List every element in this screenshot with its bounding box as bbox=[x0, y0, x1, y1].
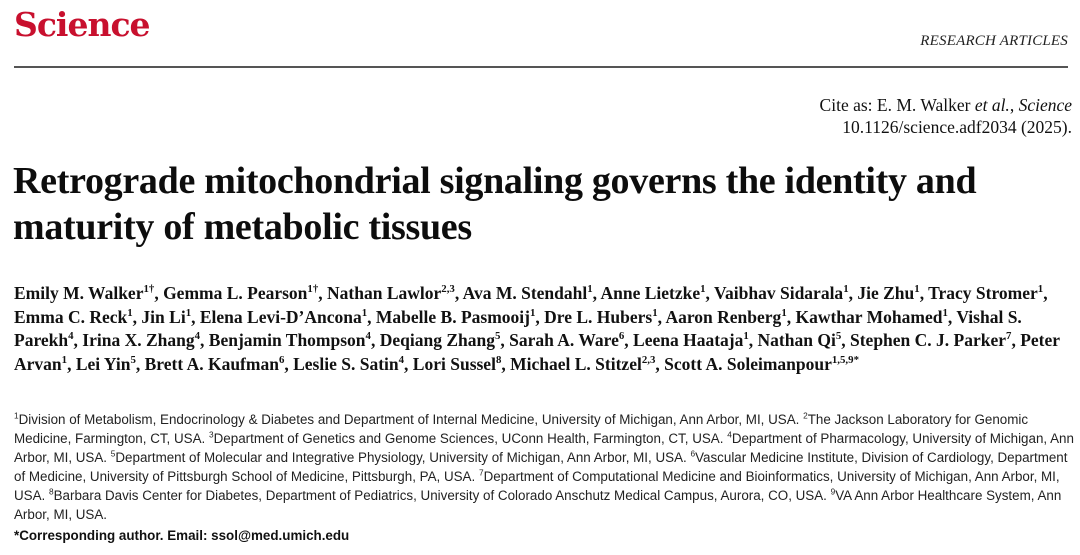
author-name: Lori Sussel bbox=[412, 353, 496, 374]
author[interactable] bbox=[509, 330, 624, 350]
author-affiliation-mark: 4 bbox=[398, 353, 405, 366]
author[interactable] bbox=[664, 354, 859, 374]
author-name: Gemma L. Pearson bbox=[163, 283, 308, 303]
author-affiliation-mark: 1 bbox=[743, 330, 749, 343]
author-affiliation-mark: 1† bbox=[307, 283, 319, 296]
author-affiliation-mark: 1 bbox=[652, 306, 658, 319]
author[interactable] bbox=[928, 283, 1043, 303]
author[interactable] bbox=[376, 307, 536, 327]
affiliation-number: 9 bbox=[830, 486, 836, 497]
author-affiliation-mark: 1 bbox=[843, 283, 849, 296]
affiliation-text: Department of Genetics and Genome Sciences, UConn Health, Farmington, CT, USA. bbox=[213, 431, 724, 446]
author-affiliation-mark: 1 bbox=[61, 353, 68, 366]
affiliation-number: 3 bbox=[209, 429, 214, 440]
author-affiliation-mark: 1 bbox=[587, 283, 593, 296]
author-name: Deqiang Zhang bbox=[379, 330, 495, 350]
author-name: Leslie S. Satin bbox=[293, 353, 399, 374]
citation-block bbox=[820, 94, 1072, 138]
author-affiliation-mark: 8 bbox=[495, 353, 502, 366]
author-name: Benjamin Thompson bbox=[208, 330, 366, 350]
author-name: Vaibhav Sidarala bbox=[713, 283, 844, 303]
author-name: Michael L. Stitzel bbox=[510, 353, 642, 374]
author-affiliation-mark: 4 bbox=[68, 330, 74, 343]
author[interactable] bbox=[633, 330, 749, 350]
affiliation-text: The Jackson Laboratory for Genomic Medicine, Farmington, CT, USA. bbox=[14, 412, 1029, 446]
author-affiliation-mark: 1 bbox=[1037, 283, 1044, 296]
author-affiliation-mark: 5 bbox=[835, 330, 842, 343]
author-name: Anne Lietzke bbox=[600, 283, 701, 303]
author-name: Emily M. Walker bbox=[14, 283, 144, 303]
author-name: Emma C. Reck bbox=[14, 306, 128, 327]
author-name: Irina X. Zhang bbox=[82, 330, 195, 350]
affiliations bbox=[14, 410, 1078, 524]
author-affiliation-mark: 5 bbox=[130, 353, 136, 366]
author[interactable] bbox=[665, 307, 786, 327]
author-affiliation-mark: 1† bbox=[143, 283, 155, 296]
affiliation-text: Department of Computational Medicine and Bioinformatics, University of Michigan, Ann Arbor, MI, USA. bbox=[14, 469, 1060, 503]
affiliation-number: 8 bbox=[49, 486, 54, 497]
author[interactable] bbox=[600, 283, 705, 303]
author-name: Scott A. Soleimanpour bbox=[664, 353, 832, 374]
author[interactable] bbox=[850, 330, 1011, 350]
author-name: Sarah A. Ware bbox=[509, 330, 619, 350]
affiliation-number: 2 bbox=[803, 410, 808, 421]
author[interactable] bbox=[209, 330, 371, 350]
journal-logo[interactable]: Science bbox=[14, 5, 150, 44]
author-affiliation-mark: 4 bbox=[365, 330, 371, 343]
author-affiliation-mark: 1,5,9* bbox=[831, 353, 859, 366]
author-name: Elena Levi-D’Ancona bbox=[199, 306, 362, 327]
citation-doi[interactable]: 10.1126/science.adf2034 (2025). bbox=[842, 117, 1072, 137]
author[interactable] bbox=[795, 307, 947, 327]
affiliation-number: 7 bbox=[478, 467, 484, 478]
author-affiliation-mark: 1 bbox=[781, 306, 787, 319]
author-name: Kawthar Mohamed bbox=[795, 306, 943, 327]
author[interactable] bbox=[163, 283, 318, 303]
corresponding-author[interactable]: *Corresponding author. Email: ssol@med.umich.edu bbox=[14, 528, 350, 543]
author-affiliation-mark: 5 bbox=[494, 330, 501, 343]
affiliation-number: 5 bbox=[110, 448, 116, 459]
author[interactable] bbox=[141, 307, 191, 327]
author[interactable] bbox=[14, 307, 133, 327]
affiliation-number: 1 bbox=[14, 410, 19, 421]
author-name: Jie Zhu bbox=[857, 283, 915, 303]
affiliation-text: Barbara Davis Center for Diabetes, Department of Pediatrics, University of Colorado Anschutz Medical Campus, Aurora, CO, USA. bbox=[53, 488, 827, 503]
author-affiliation-mark: 4 bbox=[194, 330, 201, 343]
author-affiliation-mark: 1 bbox=[700, 283, 706, 296]
citation-journal: Science bbox=[1018, 95, 1072, 115]
author-affiliation-mark: 1 bbox=[942, 306, 948, 319]
author-affiliation-mark: 6 bbox=[278, 353, 285, 366]
author-name: Jin Li bbox=[141, 306, 186, 327]
author-name: Ava M. Stendahl bbox=[462, 283, 588, 303]
author[interactable] bbox=[544, 307, 658, 327]
author[interactable] bbox=[857, 283, 919, 303]
author[interactable] bbox=[380, 330, 501, 350]
author-affiliation-mark: 6 bbox=[618, 330, 625, 343]
author[interactable] bbox=[200, 307, 367, 327]
author[interactable] bbox=[293, 354, 404, 374]
author-name: Nathan Qi bbox=[757, 330, 836, 350]
author[interactable] bbox=[82, 330, 200, 350]
affiliation-text: Vascular Medicine Institute, Division of Cardiology, Department of Medicine, University of Pittsburgh School of Medicine, Pittsburgh, PA, USA. bbox=[14, 450, 1068, 484]
author-affiliation-mark: 1 bbox=[127, 306, 133, 319]
author-affiliation-mark: 1 bbox=[529, 306, 536, 319]
author[interactable] bbox=[14, 283, 154, 303]
author[interactable] bbox=[463, 283, 593, 303]
author[interactable] bbox=[714, 283, 849, 303]
affiliation-number: 6 bbox=[690, 448, 696, 459]
author-list: Emily M. Walker$^{1\dagger}$, Gemma L. Pearson$^{1\dagger}$, Nathan Lawlor$^{2,3}$, Ava M. Stendahl$^1$, Anne Lietzke$^1$, Vaibhav Sidarala$^1$, Jie Zhu$^1$, Tracy Stromer$^1$, Emma C. Reck$^1$, Jin Li$^1$, Elena Levi-D’Ancona$^1$, Mabelle B. Pasmooij$^1$, Dre L. Hubers$^1$, Aaron Renberg$^1$, Kawthar Mohamed$^1$, Vishal S. Parekh$^4$, Irina X. Zhang$^4$, Benjamin Thompson$^4$, Deqiang Zhang$^5$, Sarah A. Ware$^6$, Leena Haataja$^1$, Nathan Qi$^5$, Stephen C. J. Parker$^7$, Peter Arvan$^1$, Lei Yin$^5$, Brett A. Kaufman$^6$, Leslie S. Satin$^4$, Lori Sussel$^8$, Michael L. Stitzel$^{2,3}$, Scott A. Soleimanpour$^{1,5,9*}$ bbox=[14, 283, 1060, 374]
author[interactable] bbox=[758, 330, 842, 350]
citation-sep: , bbox=[1009, 95, 1019, 115]
author-affiliation-mark: 2,3 bbox=[441, 283, 455, 296]
author-affiliation-mark: 7 bbox=[1006, 330, 1012, 343]
affiliation-text: Department of Pharmacology, University of Michigan, Ann Arbor, MI, USA. bbox=[14, 431, 1074, 465]
author[interactable] bbox=[76, 354, 136, 374]
section-label: RESEARCH ARTICLES bbox=[920, 33, 1068, 49]
author-affiliation-mark: 1 bbox=[361, 306, 368, 319]
author[interactable] bbox=[327, 283, 455, 303]
author-name: Lei Yin bbox=[75, 353, 131, 374]
affiliation-number: 4 bbox=[727, 429, 732, 440]
author[interactable] bbox=[510, 354, 655, 374]
citation-prefix: Cite as: E. M. Walker bbox=[819, 95, 975, 115]
author[interactable] bbox=[145, 354, 285, 374]
affiliation-text: Department of Molecular and Integrative Physiology, University of Michigan, Ann Arbor, MI, USA. bbox=[115, 450, 687, 465]
citation-line bbox=[820, 94, 1072, 116]
author-name: Stephen C. J. Parker bbox=[850, 330, 1007, 350]
author-name: Aaron Renberg bbox=[665, 306, 782, 327]
author[interactable] bbox=[413, 354, 502, 374]
author-name: Peter Arvan bbox=[14, 330, 1060, 374]
header-divider bbox=[14, 66, 1068, 68]
author-name: Nathan Lawlor bbox=[327, 283, 442, 303]
author-name: Vishal S. Parekh bbox=[14, 306, 1022, 350]
affiliation-text: Division of Metabolism, Endocrinology & Diabetes and Department of Internal Medicine, University of Michigan, Ann Arbor, MI, USA. bbox=[18, 412, 800, 427]
affiliation-text: VA Ann Arbor Healthcare System, Ann Arbor, MI, USA. bbox=[14, 488, 1062, 522]
citation-etal: et al. bbox=[974, 95, 1010, 115]
author-name: Brett A. Kaufman bbox=[144, 353, 279, 374]
author-affiliation-mark: 1 bbox=[185, 306, 192, 319]
author-name: Leena Haataja bbox=[633, 330, 744, 350]
author-affiliation-mark: 2,3 bbox=[641, 353, 656, 366]
author-name: Tracy Stromer bbox=[928, 283, 1038, 303]
author-affiliation-mark: 1 bbox=[914, 283, 920, 296]
author-name: Mabelle B. Pasmooij bbox=[375, 306, 530, 327]
author-name: Dre L. Hubers bbox=[544, 306, 653, 327]
article-title: Retrograde mitochondrial signaling governs the identity and maturity of metabolic tissues bbox=[13, 160, 977, 248]
